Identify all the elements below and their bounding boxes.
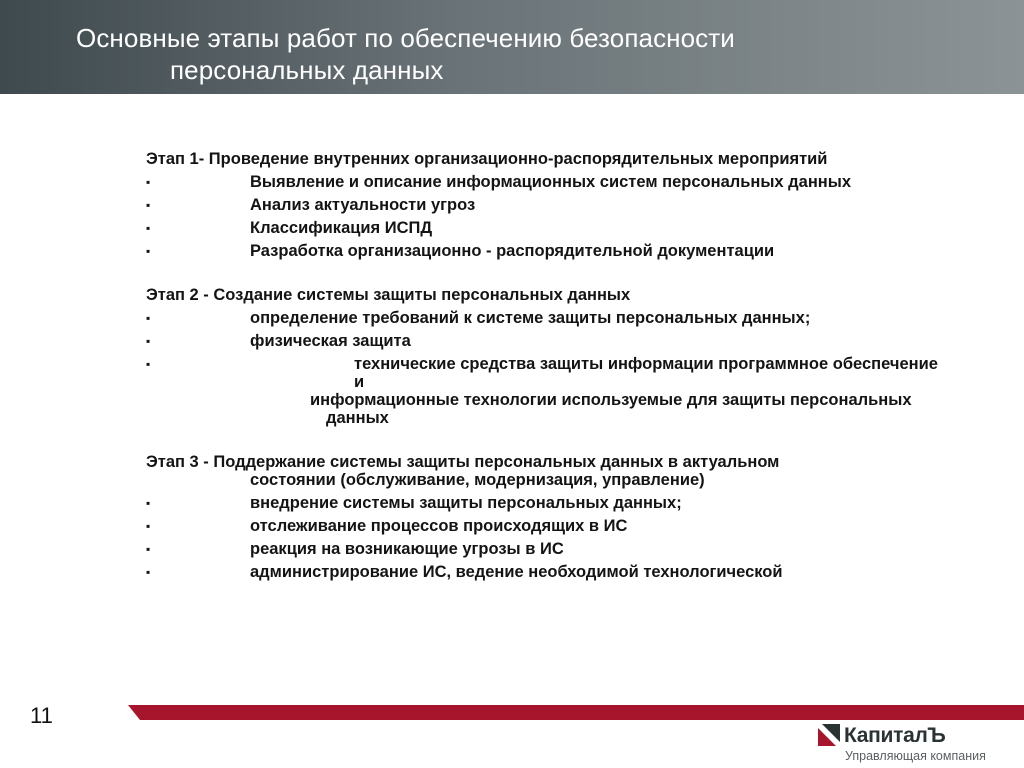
list-item <box>146 355 946 427</box>
stage-2-heading: Этап 2 - Создание системы защиты персональных данных <box>146 286 631 304</box>
list-item <box>146 219 946 237</box>
bullet-icon: ▪ <box>146 175 151 189</box>
list-item <box>146 196 946 214</box>
list-item-text: внедрение системы защиты персональных данных; <box>250 494 682 512</box>
list-item <box>146 332 946 350</box>
list-item-text: администрирование ИС, ведение необходимой технологической <box>250 563 783 581</box>
bullet-icon: ▪ <box>146 565 151 579</box>
list-item-text: Классификация ИСПД <box>250 219 433 237</box>
title-line-1: Основные этапы работ по обеспечению безопасности <box>76 23 735 53</box>
stage-3-heading <box>146 453 946 489</box>
list-item-text: Анализ актуальности угроз <box>250 196 476 214</box>
bullet-icon: ▪ <box>146 244 151 258</box>
list-item-text: физическая защита <box>250 332 411 350</box>
footer-accent-bar <box>128 705 1024 720</box>
list-item-text: реакция на возникающие угрозы в ИС <box>250 540 564 558</box>
list-item-text-part2: информационные технологии используемые для защиты персональных <box>310 391 912 409</box>
bullet-icon: ▪ <box>146 542 151 556</box>
stage-1-heading: Этап 1- Проведение внутренних организационно-распорядительных мероприятий <box>146 150 828 168</box>
list-item-text: Разработка организационно - распорядительной документации <box>250 242 775 260</box>
list-item-text: определение требований к системе защиты персональных данных; <box>250 309 811 327</box>
list-item-text-part3: данных <box>326 409 389 427</box>
title-line-2: персональных данных <box>170 55 444 85</box>
list-item <box>146 173 946 191</box>
list-item-text: отслеживание процессов происходящих в ИС <box>250 517 628 535</box>
logo-name: КапиталЪ <box>844 724 946 747</box>
bullet-icon: ▪ <box>146 334 151 348</box>
bullet-icon: ▪ <box>146 496 151 510</box>
logo-subtitle: Управляющая компания <box>845 749 986 763</box>
title-bar <box>0 0 1024 94</box>
list-item <box>146 563 946 581</box>
page-number: 11 <box>30 703 53 728</box>
list-item <box>146 517 946 535</box>
bullet-icon: ▪ <box>146 198 151 212</box>
list-item <box>146 242 946 260</box>
list-item-text-cont <box>250 391 912 427</box>
list-item <box>146 494 946 512</box>
slide-content <box>146 146 946 586</box>
bullet-icon: ▪ <box>146 221 151 235</box>
stage-3-heading-line-2: состоянии (обслуживание, модернизация, управление) <box>250 471 705 489</box>
list-item-text: Выявление и описание информационных систем персональных данных <box>250 173 852 191</box>
slide-title <box>76 22 735 86</box>
bullet-icon: ▪ <box>146 311 151 325</box>
bullet-icon: ▪ <box>146 519 151 533</box>
list-item-text: технические средства защиты информации программное обеспечение и <box>354 355 938 391</box>
stage-3-heading-line-1: Этап 3 - Поддержание системы защиты персональных данных в актуальном <box>146 453 780 471</box>
company-logo <box>818 724 1008 764</box>
bullet-icon: ▪ <box>146 357 151 371</box>
list-item <box>146 309 946 327</box>
list-item <box>146 540 946 558</box>
logo-mark-icon <box>818 724 840 746</box>
